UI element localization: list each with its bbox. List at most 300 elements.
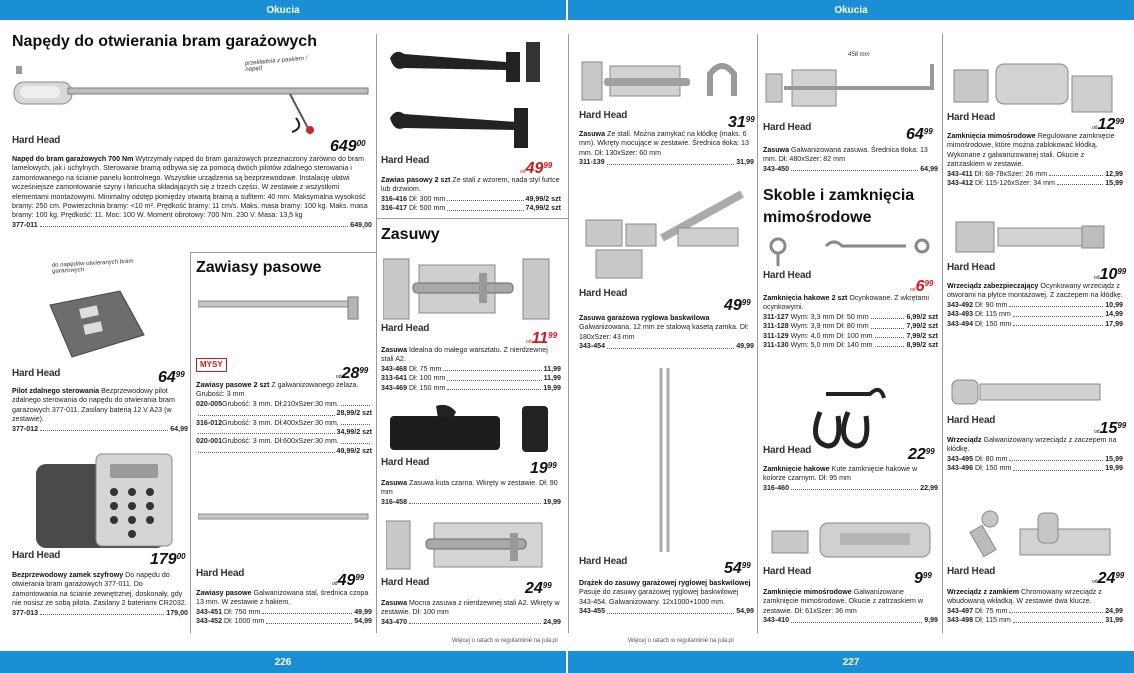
product-text: Pasuje do zasuwy garażowej ryglowej baskwilowej 343-454. Galwanizowany. 12x1000+1000 mm. (579, 588, 739, 606)
brand-logo: Hard Head (196, 568, 245, 579)
row-price: 7,99/2 szt (906, 331, 938, 340)
page-header-right (568, 0, 1134, 20)
header-title: Okucia (266, 4, 300, 16)
row-price: 15,99 (1105, 454, 1123, 463)
garage-rod-bolt-image (582, 188, 752, 283)
price-main: 179 (150, 551, 177, 568)
price-cents: 99 (548, 331, 558, 340)
price-cents: 99 (542, 581, 552, 590)
product-spec: Dł: 300 mm (409, 194, 446, 203)
product-spec: Wym: 4,0 mm Dł: 100 mm (790, 331, 873, 340)
product-code: 316-012 (196, 418, 223, 427)
product-code: 311-128 (763, 322, 789, 331)
product-spec: Dł: 75 mm (975, 606, 1008, 615)
row-price: 49,99 (736, 342, 754, 351)
section-divider (190, 252, 376, 253)
product-row (196, 419, 372, 428)
product-name: Bezprzewodowy zamek szyfrowy (12, 571, 124, 579)
price-prefix: od (1092, 125, 1098, 131)
product-price (1092, 570, 1124, 588)
product-row (381, 195, 561, 204)
row-price: 14,99 (1105, 310, 1123, 319)
product-code: 343-451 (196, 607, 223, 616)
product-text: Bezprzewodowy pilot zdalnego sterowania do napędu do otwierania bram garażowych 377-011. Zasilany baterią 12 V A23 (w zestawie). (12, 387, 175, 424)
page-header-left (0, 0, 566, 20)
brand-logo: Hard Head (579, 110, 628, 121)
price-prefix: od (526, 339, 532, 345)
product-spec: Wym: 3,9 mm Dł: 80 mm (790, 322, 869, 331)
info-note: Więcej o ratach w regulaminie na jula.pl (452, 638, 558, 644)
product-row (763, 165, 938, 174)
brand-logo: Hard Head (12, 135, 61, 146)
row-price: 49,99 (354, 607, 372, 616)
product-name: Drążek do zasuwy garażowej ryglowej baskwilowej (579, 579, 751, 587)
price-main: 15 (1099, 420, 1118, 437)
price-cents: 99 (925, 447, 935, 456)
product-text: Galwanizowany wrzeciądz z zaczepem na kłódkę. (947, 436, 1117, 454)
product-description (947, 436, 1123, 474)
product-spec: Dł: 90 mm (975, 300, 1008, 309)
product-row (947, 179, 1123, 188)
brand-logo: Hard Head (381, 577, 430, 588)
product-price (530, 460, 557, 478)
product-code: 311-130 (763, 341, 789, 350)
price-prefix: od (1094, 429, 1100, 435)
product-row (381, 498, 561, 507)
product-row (947, 301, 1123, 310)
product-row (12, 221, 372, 230)
price-main: 24 (1097, 570, 1116, 587)
price-cents: 99 (1117, 421, 1127, 430)
price-main: 49 (724, 297, 742, 314)
row-price: 24,99 (1105, 606, 1123, 615)
brand-logo: Hard Head (12, 368, 61, 379)
product-code: 343-495 (947, 454, 974, 463)
product-description (763, 465, 938, 493)
row-price: 74,99/2 szt (525, 204, 561, 213)
product-spec: Dł: 115 mm (975, 310, 1011, 319)
product-code: 343-455 (579, 607, 606, 616)
column-divider (190, 252, 191, 633)
toggle-latch-image (770, 515, 935, 563)
product-code: 313-641 (381, 374, 408, 383)
product-name: Zasuwa (381, 346, 408, 354)
product-text: Do napędu do otwierania bram garażowych 377-011. Do zamontowania na ścianie zewnętrznej, doskonały, gdy nie nosisz ze sobą pilota. Zasilany 2 bateriami CR2032. (12, 571, 187, 608)
product-spec: Grubość: 3 mm. Dł:400xSzer:30 mm. (222, 418, 339, 427)
price-prefix: od (336, 374, 342, 380)
product-description (579, 130, 754, 168)
product-price (330, 138, 366, 156)
product-description (579, 314, 754, 352)
product-code: 343-494 (947, 319, 974, 328)
product-price (914, 570, 932, 588)
product-text: Ocynkowany wrzeciądz z otworami na płytce montażowej. Z zaczepem na kłódkę. (947, 282, 1123, 300)
product-price (525, 580, 552, 598)
product-spec: Dł: 150 mm (409, 383, 446, 392)
page-number-right (568, 651, 1134, 673)
product-row (196, 428, 372, 437)
product-description (763, 294, 938, 350)
product-code: 020-005 (196, 399, 223, 408)
product-description (12, 571, 188, 618)
product-row (579, 342, 754, 351)
product-text: Galwanizowana zasuwa. Średnica tłoka: 13 mm. Dł: 480xSzer: 82 mm (763, 146, 928, 164)
product-code: 316-458 (381, 497, 408, 506)
brand-logo: Hard Head (579, 556, 628, 567)
product-description (947, 132, 1123, 188)
price-main: 6 (915, 278, 925, 295)
handwritten-note: przekładnia z paskiem / napęd (244, 55, 308, 74)
product-code: 311-127 (763, 312, 789, 321)
product-name: Zamknięcia mimośrodowe (947, 132, 1036, 140)
product-name: Zawiasy pasowe (196, 589, 252, 597)
price-main: 28 (341, 365, 360, 382)
price-main: 11 (531, 330, 549, 347)
row-price: 15,99 (1105, 179, 1123, 188)
product-spec: Dł: 150 mm (975, 319, 1012, 328)
product-row (196, 617, 372, 626)
product-name: Zamknięcie hakowe (763, 465, 830, 473)
price-cents: 99 (1117, 267, 1127, 276)
price-prefix: od (1092, 579, 1098, 585)
brand-logo: Hard Head (12, 550, 61, 561)
price-cents: 99 (1115, 117, 1125, 126)
stainless-bolt-image (386, 515, 556, 575)
product-row (947, 607, 1123, 616)
product-row (763, 616, 938, 625)
product-row (947, 320, 1123, 329)
product-text: Galwanizowane zamknięcie mimośrodowe. Okucie z zatrzaskiem w zestawie. Dł: 61xSzer: 36 mm (763, 588, 924, 615)
product-name: Zasuwa garażowa ryglowa baskwilowa (579, 314, 710, 322)
product-spec: Dł: 75 mm (409, 364, 442, 373)
product-row (579, 158, 754, 167)
brand-logo: Hard Head (381, 155, 430, 166)
brand-logo: Hard Head (381, 323, 430, 334)
product-text: Galwanizowana, 12 mm ze stalową kasetą zamka. Dł: 180xSzer: 43 mm (579, 323, 749, 341)
product-code: 343-412 (947, 179, 974, 188)
product-row (12, 609, 188, 618)
product-spec: Dł: 750 mm (224, 607, 261, 616)
product-description (381, 599, 561, 627)
column-divider (757, 34, 758, 633)
product-price (150, 551, 186, 569)
row-price: 28,99/2 szt (336, 409, 372, 418)
row-price: 19,99 (543, 383, 561, 392)
product-name: Zamknięcia hakowe 2 szt (763, 294, 848, 302)
product-row (947, 616, 1123, 625)
column-divider (376, 34, 377, 633)
product-row (12, 425, 188, 434)
price-cents: 99 (547, 461, 557, 470)
product-spec: Dł: 500 mm (409, 204, 446, 213)
product-name: Wrzeciądz zabezpieczający (947, 282, 1039, 290)
long-bolt-image (764, 60, 939, 116)
rod-image (655, 366, 675, 556)
section-title-garage: Napędy do otwierania bram garażowych (12, 33, 317, 50)
row-price: 31,99 (1105, 616, 1123, 625)
handwritten-note: do napędów otwieranych bram garażowych (51, 258, 134, 275)
product-name: Zasuwa (579, 130, 606, 138)
product-description (196, 381, 372, 456)
price-main: 10 (1099, 266, 1118, 283)
product-code: 316-460 (763, 483, 790, 492)
product-text: Idealna do małego warsztatu. Z nierdzewnej stali A2. (381, 346, 548, 364)
row-price: 49,99/2 szt (525, 194, 561, 203)
product-row (381, 384, 561, 393)
product-text: Ze stali z wzorem, nada styl furtce lub drzwiom. (381, 176, 560, 194)
row-price: 34,99/2 szt (336, 428, 372, 437)
row-price: 19,99 (1105, 464, 1123, 473)
row-price: 6,99/2 szt (906, 312, 938, 321)
row-price: 17,99 (1105, 319, 1123, 328)
price-cents: 99 (543, 161, 553, 170)
page-number-left (0, 651, 566, 673)
price-main: 24 (525, 580, 543, 597)
row-price: 24,99 (543, 617, 561, 626)
product-description (947, 282, 1123, 329)
column-divider (942, 34, 943, 633)
product-name: Pilot zdalnego sterowania (12, 387, 100, 395)
price-main: 9 (914, 570, 923, 587)
price-main: 64 (906, 126, 924, 143)
handwritten-note: 458 mm (848, 52, 870, 58)
product-description (12, 155, 372, 230)
row-price: 12,99 (1105, 169, 1123, 178)
product-name: Wrzeciądz z zamkiem (947, 588, 1020, 596)
product-name: Zasuwa (381, 479, 408, 487)
price-prefix: od (910, 287, 916, 293)
product-text: Z galwanizowanego żelaza. Grubość: 3 mm (196, 381, 359, 399)
product-code: 377-011 (12, 220, 38, 229)
row-price: 22,99 (920, 483, 938, 492)
product-name: Zawiasy pasowe 2 szt (196, 381, 270, 389)
strap-hinge-image (198, 295, 368, 325)
product-description (947, 588, 1123, 626)
row-price: 64,99 (920, 164, 938, 173)
row-price: 54,99 (736, 607, 754, 616)
price-cents: 99 (924, 279, 934, 288)
product-code: 343-468 (381, 364, 408, 373)
brand-logo: Hard Head (763, 566, 812, 577)
price-cents: 00 (176, 552, 186, 561)
product-name: Wrzeciądz (947, 436, 982, 444)
product-row (763, 332, 938, 341)
strap-hinge-image (198, 508, 373, 528)
row-price: 19,99 (543, 497, 561, 506)
product-price (158, 369, 185, 387)
price-prefix: od (1094, 275, 1100, 281)
row-price: 11,99 (543, 374, 561, 383)
product-code: 316-416 (381, 194, 408, 203)
bolt-with-padlock-hole-image (580, 56, 750, 106)
product-code: 316-417 (381, 204, 408, 213)
product-row (381, 618, 561, 627)
product-row (196, 409, 372, 418)
info-note: Więcej o ratach w regulaminie na jula.pl (628, 638, 734, 644)
price-cents: 99 (922, 571, 932, 580)
product-spec: Dł: 115 mm (975, 616, 1011, 625)
price-prefix: od (332, 581, 338, 587)
product-spec: Wym: 5,0 mm Dł: 140 mm (790, 341, 873, 350)
product-price (908, 446, 935, 464)
product-code: 343-411 (947, 169, 973, 178)
product-name: Zasuwa (381, 599, 408, 607)
product-description (381, 346, 561, 393)
price-main: 12 (1097, 116, 1116, 133)
product-spec: Dł: 1000 mm (224, 617, 265, 626)
safety-hasp-image (952, 218, 1122, 256)
product-row (947, 455, 1123, 464)
price-main: 54 (724, 560, 742, 577)
product-row (763, 484, 938, 493)
product-text: Wytrzymały napęd do bram garażowych przeznaczony zarówno do bram lamelowych, jak i uchylnych. Sterowanie bramą odbywa się za pomocą dwóch pilotów zdalnego sterowania i zamontowanego na ścianie panelu kontrolnego. Wszystkie urządzenia są bezprzewodowe. Instalację ułatwi wcześniejsze zamontowanie szyny i łańcucha składających się z trzech części. W zestawie z wszystkimi elementami montażowymi. Minimalny odstęp pomiędzy otwartą bramą a sufitem: 40 mm. Maksymalna wysokość bramy: 250 cm. Powierzchnia bramy: <10 m². Prędkość bramy: 11 cm/s. Maks. masa bramy: 100 kg. Maks. masa bramy: 100 kg. Prędkość: 11. Moc: 100 W. Moment obrotowy: 700 Nm. 230 V. Masa: 13,5 kg (12, 155, 368, 220)
product-price (906, 126, 933, 144)
hook-eye-image (766, 236, 936, 268)
decorative-hinge-image (386, 38, 556, 148)
row-price: 31,99 (736, 158, 754, 167)
product-code: 343-492 (947, 300, 974, 309)
product-row (763, 313, 938, 322)
product-description (381, 479, 561, 507)
product-row (947, 310, 1123, 319)
product-description (12, 387, 188, 434)
row-price: 9,99 (924, 616, 938, 625)
product-name: Napęd do bram garażowych 700 Nm (12, 155, 134, 163)
adjustable-latch-image (950, 58, 1120, 118)
price-main: 49 (525, 160, 544, 177)
brand-logo: Hard Head (763, 270, 812, 281)
product-code: 311-139 (579, 158, 605, 167)
row-price: 64,99 (170, 424, 188, 433)
barrel-bolt-image (383, 255, 555, 325)
price-cents: 00 (356, 139, 366, 148)
price-main: 19 (530, 460, 548, 477)
price-main: 31 (728, 114, 746, 131)
section-divider (376, 218, 568, 219)
product-code: 343-452 (196, 617, 223, 626)
product-spec: Dł: 68-78xSzer: 26 mm (974, 169, 1048, 178)
product-row (196, 437, 372, 446)
brand-logo: Hard Head (381, 457, 430, 468)
product-description (763, 146, 938, 174)
product-price (724, 560, 751, 578)
product-name: Zasuwa (763, 146, 790, 154)
product-code: 343-410 (763, 616, 790, 625)
garage-opener-image (10, 58, 370, 138)
product-spec: Dł: 115-126xSzer: 34 mm (975, 179, 1055, 188)
black-hook-image (800, 382, 900, 452)
product-description (763, 588, 938, 626)
keypad-image (32, 450, 182, 550)
product-row (947, 170, 1123, 179)
price-cents: 99 (175, 370, 185, 379)
brand-logo: Hard Head (579, 288, 628, 299)
header-title: Okucia (834, 4, 868, 16)
product-code: 343-496 (947, 464, 974, 473)
product-row (381, 204, 561, 213)
price-prefix: od (520, 169, 526, 175)
row-price: 7,99/2 szt (906, 322, 938, 331)
hasp-image (950, 372, 1120, 412)
product-text: Ocynkowane. Z wkrętami ocynkowymi. (763, 294, 929, 312)
row-price: 49,99/2 szt (336, 446, 372, 455)
product-description (381, 176, 561, 214)
price-cents: 99 (359, 366, 369, 375)
page-number: 227 (842, 656, 860, 668)
product-code: 343-450 (763, 164, 790, 173)
product-code: 377-012 (12, 424, 39, 433)
product-code: 020-001 (196, 437, 223, 446)
product-code: 311-129 (763, 331, 789, 340)
product-spec: Wym: 3,3 mm Dł: 50 mm (790, 312, 869, 321)
row-price: 11,99 (543, 364, 561, 373)
section-title-bolts: Zasuwy (381, 226, 440, 243)
product-text: Ze stali. Można zamykać na kłódkę (maks. 6 mm). Wkręty mocujące w zestawie. Średnica tłoka: 13 mm. Dł: 130xSzer: 60 mm (579, 130, 749, 157)
product-row (763, 341, 938, 350)
product-spec: Dł: 80 mm (975, 454, 1008, 463)
product-text: Chromowany wrzeciądz z wbudowaną wkładką. W zestawie dwa klucze. (947, 588, 1102, 606)
black-bolt-image (386, 402, 556, 458)
product-row (196, 400, 372, 409)
price-main: 22 (908, 446, 926, 463)
price-main: 64 (158, 369, 176, 386)
product-text: Mocna zasuwa z nierdzewnej stali A2. Wkręty w zestawie. Dł: 100 mm (381, 599, 560, 617)
product-code: 377-013 (12, 608, 39, 617)
product-code: 343-469 (381, 383, 408, 392)
product-row (381, 374, 561, 383)
section-title-latches: Skoble i zamknięcia mimośrodowe (763, 187, 915, 226)
product-description (579, 579, 754, 617)
product-code: 343-498 (947, 616, 974, 625)
product-spec: Grubość: 3 mm. Dł:210xSzer:30 mm. (222, 399, 339, 408)
price-cents: 99 (745, 115, 755, 124)
brand-logo: Hard Head (763, 445, 812, 456)
row-price: 54,99 (354, 617, 372, 626)
locking-hasp-image (950, 505, 1120, 561)
price-main: 649 (330, 138, 357, 155)
price-cents: 99 (923, 127, 933, 136)
product-row (196, 447, 372, 456)
product-text: Kute zamknięcie hakowe w kolorze czarnym. Dł: 95 mm (763, 465, 918, 483)
product-text: Zasuwa kuta czarna. Wkręty w zestawie. Dł: 90 mm (381, 479, 558, 497)
brand-logo: Hard Head (763, 122, 812, 133)
product-code: 343-454 (579, 342, 606, 351)
product-description (196, 589, 372, 627)
section-title-hinges: Zawiasy pasowe (196, 259, 322, 276)
brand-logo: Hard Head (947, 415, 996, 426)
page-divider (568, 34, 569, 633)
product-row (947, 464, 1123, 473)
remote-control-image (40, 285, 150, 365)
product-spec: Grubość: 3 mm. Dł:600xSzer:30 mm. (222, 437, 339, 446)
brand-logo: Hard Head (947, 566, 996, 577)
product-code: 343-470 (381, 617, 408, 626)
product-price (724, 297, 751, 315)
product-row (381, 365, 561, 374)
price-cents: 99 (355, 573, 365, 582)
row-price: 649,00 (350, 220, 372, 229)
price-cents: 99 (741, 298, 751, 307)
price-cents: 99 (741, 561, 751, 570)
row-price: 8,99/2 szt (906, 341, 938, 350)
product-name: Zawias pasowy 2 szt (381, 176, 451, 184)
product-spec: Dł: 150 mm (975, 464, 1012, 473)
brand-logo: Hard Head (947, 262, 996, 273)
price-main: 49 (337, 572, 356, 589)
product-code: 343-493 (947, 310, 974, 319)
product-row (763, 322, 938, 331)
brand-logo: MYSY (196, 358, 227, 372)
